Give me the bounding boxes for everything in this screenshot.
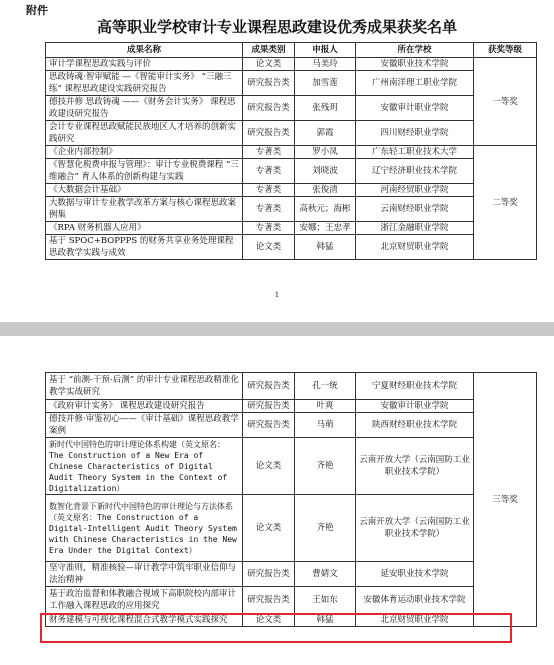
cell-school: 安徽审计职业学院 — [356, 96, 474, 121]
cell-name: 《RPA 财务机器人应用》 — [46, 222, 243, 235]
cell-school: 安徽体育运动职业技术学院 — [356, 587, 474, 614]
cell-category: 专著类 — [243, 197, 295, 222]
cell-category: 专著类 — [243, 159, 295, 184]
cell-school: 辽宁经济职业技术学院 — [356, 159, 474, 184]
cell-category: 论文类 — [243, 58, 295, 71]
cell-category: 论文类 — [243, 438, 295, 495]
cell-category: 专著类 — [243, 184, 295, 197]
cell-applicant: 马美玲 — [295, 58, 356, 71]
highlight-box — [40, 613, 512, 643]
cell-applicant: 叶爽 — [295, 400, 356, 413]
cell-applicant: 曹婧文 — [295, 562, 356, 587]
cell-name: 《企业内部控制》 — [46, 146, 243, 159]
cell-school: 宁夏财经职业技术学院 — [356, 373, 474, 400]
cell-applicant: 齐艳 — [295, 438, 356, 495]
cell-category: 研究报告类 — [243, 373, 295, 400]
cell-school: 河南经贸职业学院 — [356, 184, 474, 197]
cell-name: 坚守准则，精准核验—审计教学中筑牢职业信仰与法治精神 — [46, 562, 243, 587]
cell-category: 研究报告类 — [243, 400, 295, 413]
cell-applicant: 郭霞 — [295, 121, 356, 146]
awards-table-page-1 — [45, 42, 537, 260]
cell-applicant: 马萌 — [295, 413, 356, 438]
cell-name: 基于 SPOC+BOPPPS 的财务共享业务处理课程思政教学实践与成效 — [46, 235, 243, 260]
cell-school: 延安职业技术学院 — [356, 562, 474, 587]
cell-school: 云南开放大学（云南国防工业职业技术学院） — [356, 438, 474, 495]
cell-award-level: 二等奖 — [474, 146, 537, 260]
cell-school: 北京财贸职业学院 — [356, 614, 474, 627]
table-row — [46, 146, 537, 159]
document-title: 高等职业学校审计专业课程思政建设优秀成果获奖名单 — [96, 18, 457, 36]
cell-name: 《政府审计实务》 课程思政建设研究报告 — [46, 400, 243, 413]
cell-award-level: 三等奖 — [474, 373, 537, 627]
cell-applicant: 刘晓波 — [295, 159, 356, 184]
cell-applicant: 张残玥 — [295, 96, 356, 121]
cell-applicant: 高秋元；海彬 — [295, 197, 356, 222]
cell-school: 四川财经职业学院 — [356, 121, 474, 146]
cell-name: 数智化背景下新时代中国特色的审计理论与方法体系（英文原名：The Construction of a Digital-Intelligent Audit Theory System with Chinese Characteristics in the New Era Under the Digital Context） — [46, 495, 243, 562]
table-row — [46, 222, 537, 235]
cell-category: 专著类 — [243, 222, 295, 235]
cell-name: 会计专业课程思政赋能民族地区人才培养的创新实践研究 — [46, 121, 243, 146]
cell-category: 专著类 — [243, 146, 295, 159]
document-page-1 — [0, 0, 554, 322]
cell-name: 德技并修·审鉴初心——《审计基础》课程思政教学案例 — [46, 413, 243, 438]
header-applicant: 申报人 — [295, 43, 356, 58]
table-row — [46, 495, 537, 562]
cell-name: 财务建模与可视化课程混合式教学模式实践探究 — [46, 614, 243, 627]
table-row — [46, 438, 537, 495]
cell-category: 论文类 — [243, 495, 295, 562]
cell-category: 研究报告类 — [243, 413, 295, 438]
cell-category: 论文类 — [243, 614, 295, 627]
table-row — [46, 373, 537, 400]
header-achievement-name: 成果名称 — [46, 43, 243, 58]
table-row — [46, 96, 537, 121]
cell-applicant: 韩猛 — [295, 235, 356, 260]
cell-name: 新时代中国特色的审计理论体系构建（英文原名：The Construction of a New Era of Chinese Characteristics of Digital Audit Theory System in the Context of Digitalization） — [46, 438, 243, 495]
attachment-label: 附件 — [26, 4, 48, 17]
cell-name: 思政铸魂·智审赋能 —《智能审计实务》 “三融三练” 课程思政建设实践研究报告 — [46, 71, 243, 96]
table-row — [46, 121, 537, 146]
cell-applicant: 王如东 — [295, 587, 356, 614]
table-row — [46, 235, 537, 260]
table-row — [46, 159, 537, 184]
cell-applicant: 齐艳 — [295, 495, 356, 562]
cell-applicant: 加雪莲 — [295, 71, 356, 96]
cell-name: 审计学课程思政实践与评价 — [46, 58, 243, 71]
cell-applicant: 张俊清 — [295, 184, 356, 197]
cell-applicant: 安娜；王忠孝 — [295, 222, 356, 235]
cell-school: 云南财经职业学院 — [356, 197, 474, 222]
header-award-level: 获奖等级 — [474, 43, 537, 58]
table-row — [46, 71, 537, 96]
cell-school: 广东轻工职业技术大学 — [356, 146, 474, 159]
cell-school: 安徽审计职业学院 — [356, 400, 474, 413]
cell-school: 安徽职业技术学院 — [356, 58, 474, 71]
cell-name: 《智慧化税费申报与管理》：审计专业税费课程 “三维融合” 育人体系的创新构建与实践 — [46, 159, 243, 184]
cell-name: 基于政治监督和体教融合视域下高职院校内部审计工作融入课程思政的应用探究 — [46, 587, 243, 614]
table-row — [46, 197, 537, 222]
cell-category: 论文类 — [243, 235, 295, 260]
cell-award-level: 一等奖 — [474, 58, 537, 146]
cell-school: 浙江金融职业学院 — [356, 222, 474, 235]
document-page-2 — [0, 336, 554, 665]
page-number: 1 — [274, 291, 280, 299]
cell-school: 陕西财经职业技术学院 — [356, 413, 474, 438]
cell-category: 研究报告类 — [243, 587, 295, 614]
table-row — [46, 58, 537, 71]
cell-school: 广州南洋理工职业学院 — [356, 71, 474, 96]
header-category: 成果类别 — [243, 43, 295, 58]
table-row — [46, 184, 537, 197]
cell-school: 北京财贸职业学院 — [356, 235, 474, 260]
table-header-row — [46, 43, 537, 58]
cell-category: 研究报告类 — [243, 121, 295, 146]
header-school: 所在学校 — [356, 43, 474, 58]
cell-school: 云南开放大学（云南国防工业职业技术学院） — [356, 495, 474, 562]
cell-applicant: 韩猛 — [295, 614, 356, 627]
cell-category: 研究报告类 — [243, 96, 295, 121]
table-row — [46, 413, 537, 438]
table-row — [46, 400, 537, 413]
cell-name: 基于 “前测-干预-后测” 的审计专业课程思政精准化教学实战研究 — [46, 373, 243, 400]
cell-category: 研究报告类 — [243, 71, 295, 96]
table-row — [46, 562, 537, 587]
cell-name: 德技并修 思政铸魂 ——《财务会计实务》 课程思政建设研究报告 — [46, 96, 243, 121]
cell-applicant: 罗小凤 — [295, 146, 356, 159]
cell-name: 大数据与审计专业教学改革方案与核心课程思政案例集 — [46, 197, 243, 222]
cell-applicant: 孔一统 — [295, 373, 356, 400]
awards-table-page-2 — [45, 372, 537, 627]
cell-category: 研究报告类 — [243, 562, 295, 587]
table-row-highlighted — [46, 587, 537, 614]
cell-name: 《大数据会计基础》 — [46, 184, 243, 197]
